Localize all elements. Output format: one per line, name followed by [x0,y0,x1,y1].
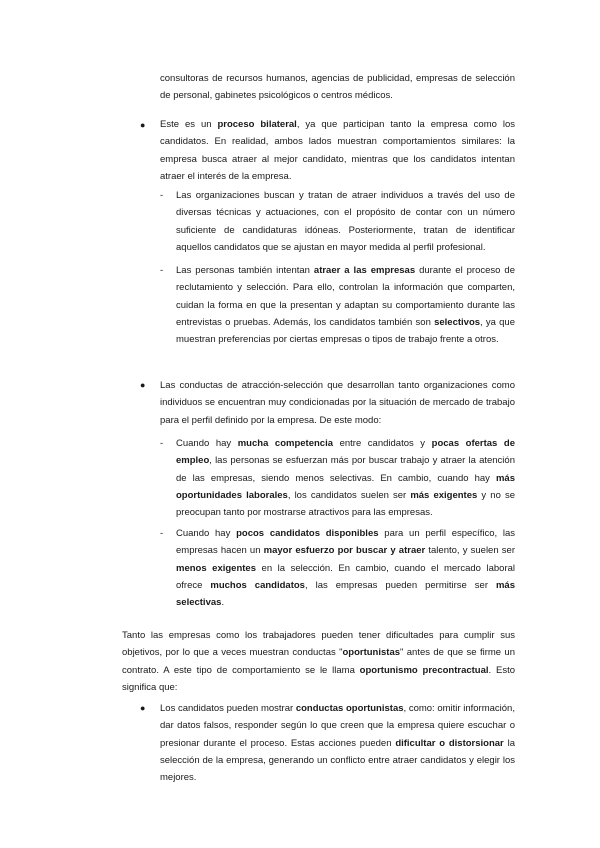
bullet-icon: ● [140,380,146,390]
intro-continuation: consultoras de recursos humanos, agencias de publicidad, empresas de selección de personal, gabinetes psicológicos o centros médicos. [160,73,515,102]
bullet-atraccion-seleccion: Las conductas de atracción-selección que desarrollan tanto organizaciones como individuos se encuentran muy condicionadas por la situación de mercado de trabajo para el perfil definido por la empresa. De este modo: [160,380,515,426]
bullet-icon: ● [140,703,146,713]
bullet-icon: ● [140,120,146,130]
dash-pocos-candidatos: Cuando hay pocos candidatos disponibles para un perfil específico, las empresas hacen un mayor esfuerzo por buscar y atraer talento, y suelen ser menos exigentes en la selección. En cambio, cuando el mercado laboral ofrece muchos candidatos, las empresas pueden permitirse ser más selectivas. [176,528,516,609]
bullet-conductas-oportunistas: Los candidatos pueden mostrar conductas oportunistas, como: omitir información, dar datos falsos, responder según lo que creen que la empresa quiere escuchar o presionar durante el proceso. Estas acciones pueden dificultar o distorsionar la selección de la empresa, generando un conflicto entre atraer candidatos y elegir los mejores. [160,703,515,784]
paragraph-oportunismo: Tanto las empresas como los trabajadores pueden tener dificultades para cumplir sus objetivos, por lo que a veces muestran conductas "oportunistas" antes de que se firme un contrato. A este tipo de comportamiento se le llama oportunismo precontractual. Esto significa que: [122,630,515,693]
dash-marker: - [160,438,164,449]
dash-organizaciones: Las organizaciones buscan y tratan de atraer individuos a través del uso de diversas técnicas y actuaciones, con el propósito de contar con un número suficiente de candidaturas idóneas. Posteriormente, tratan de identificar aquellos candidatos que se ajustan en mayor medida al perfil profesional. [176,190,515,253]
dash-marker: - [160,190,164,201]
dash-marker: - [160,265,164,276]
bullet-proceso-bilateral: Este es un proceso bilateral, ya que participan tanto la empresa como los candidatos. En realidad, ambos lados muestran comportamientos similares: la empresa busca atraer al mejor candidato, mientras que los candidatos intentan atraer el interés de la empresa. [160,119,515,182]
dash-mucha-competencia: Cuando hay mucha competencia entre candidatos y pocas ofertas de empleo, las personas se esfuerzan más por buscar trabajo y atraer la atención de las empresas, siendo menos selectivas. En cambio, cuando hay más oportunidades laborales, los candidatos suelen ser más exigentes y no se preocupan tanto por mostrarse atractivos para las empresas. [176,438,515,519]
dash-marker: - [160,528,164,539]
dash-personas: Las personas también intentan atraer a las empresas durante el proceso de reclutamiento y selección. Para ello, controlan la información que comparten, cuidan la forma en que la presentan y adaptan su comportamiento durante las entrevistas o pruebas. Además, los candidatos también son selectivos, ya que muestran preferencias por ciertas empresas o tipos de trabajo frente a otros. [176,265,515,346]
